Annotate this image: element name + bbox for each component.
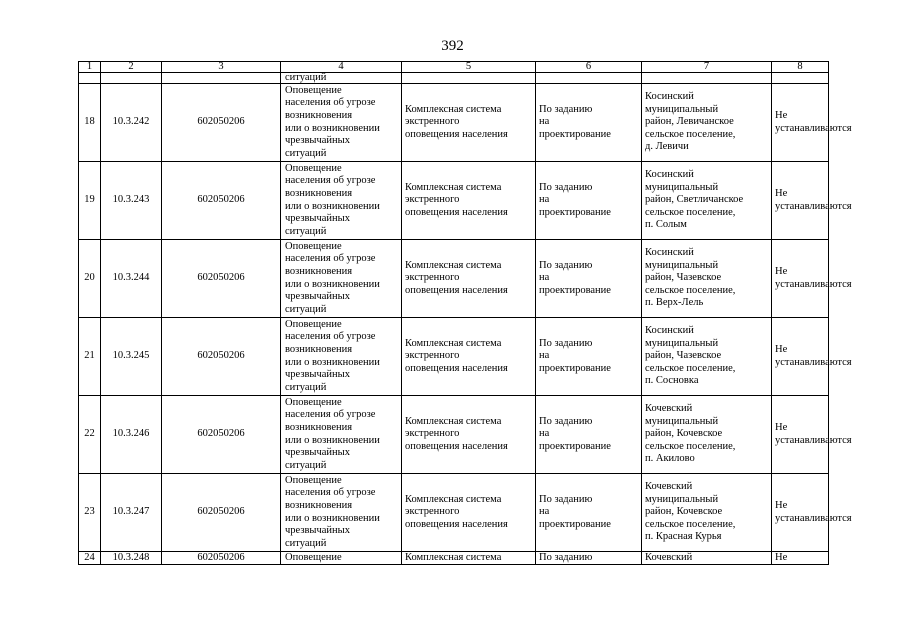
cell-line: Не bbox=[775, 499, 788, 511]
object-name-cell bbox=[402, 552, 536, 565]
object-code-cell: 10.3.243 bbox=[101, 162, 162, 240]
cell-line: проектирование bbox=[539, 518, 611, 530]
cell-line: муниципальный bbox=[645, 493, 719, 505]
cell-line: муниципальный bbox=[645, 181, 719, 193]
cell-line: на bbox=[539, 506, 550, 518]
cell-line: или о возникновении bbox=[285, 200, 380, 212]
cell-line: экстренного bbox=[405, 272, 460, 284]
cell-line: населения об угрозе bbox=[285, 253, 376, 265]
zones-cell bbox=[772, 240, 852, 318]
okato-code-cell: 602050206 bbox=[162, 84, 281, 162]
table-cell bbox=[402, 73, 536, 84]
header-cell: 6 bbox=[536, 62, 642, 73]
cell-line: проектирование bbox=[539, 284, 611, 296]
object-code-cell: 10.3.242 bbox=[101, 84, 162, 162]
row-number-cell: 23 bbox=[79, 474, 101, 552]
cell-line: ситуаций bbox=[285, 225, 327, 237]
table-row bbox=[79, 84, 829, 162]
cell-line: Оповещение bbox=[285, 474, 342, 486]
row-number-cell: 18 bbox=[79, 84, 101, 162]
cell-line: муниципальный bbox=[645, 259, 719, 271]
table-row bbox=[79, 240, 829, 318]
row-number-cell: 24 bbox=[79, 552, 101, 565]
cell-line: проектирование bbox=[539, 206, 611, 218]
zones-cell bbox=[772, 84, 852, 162]
cell-line: или о возникновении bbox=[285, 434, 380, 446]
object-name-cell bbox=[402, 240, 536, 318]
cell-line: п. Акилово bbox=[645, 453, 695, 465]
cell-line: чрезвычайных bbox=[285, 525, 350, 537]
header-cell: 1 bbox=[79, 62, 101, 73]
cell-line: или о возникновении bbox=[285, 356, 380, 368]
cell-line: возникновения bbox=[285, 343, 353, 355]
purpose-cell bbox=[281, 396, 402, 474]
okato-code-cell: 602050206 bbox=[162, 396, 281, 474]
cell-line: возникновения bbox=[285, 187, 353, 199]
table-cell: ситуаций bbox=[281, 73, 402, 84]
cell-line: экстренного bbox=[405, 506, 460, 518]
table-row bbox=[79, 474, 829, 552]
table-cell bbox=[101, 73, 162, 84]
cell-line: сельское поселение, bbox=[645, 440, 736, 452]
status-cell bbox=[536, 84, 642, 162]
cell-line: район, Левичанское bbox=[645, 116, 734, 128]
cell-line: Оповещение bbox=[285, 318, 342, 330]
cell-line: чрезвычайных bbox=[285, 447, 350, 459]
continuation-row bbox=[79, 73, 829, 84]
object-code-cell: 10.3.245 bbox=[101, 318, 162, 396]
cell-line: чрезвычайных bbox=[285, 135, 350, 147]
table-row bbox=[79, 162, 829, 240]
cell-line: на bbox=[539, 428, 550, 440]
cell-line: ситуаций bbox=[285, 303, 327, 315]
row-number-cell: 21 bbox=[79, 318, 101, 396]
cell-line: По заданию bbox=[539, 493, 593, 505]
cell-line: оповещения населения bbox=[405, 518, 508, 530]
cell-line: Комплексная система bbox=[405, 552, 502, 563]
row-number-cell: 20 bbox=[79, 240, 101, 318]
status-cell bbox=[536, 396, 642, 474]
table-row bbox=[79, 396, 829, 474]
object-name-cell bbox=[402, 474, 536, 552]
table-row bbox=[79, 318, 829, 396]
object-name-cell bbox=[402, 84, 536, 162]
location-cell bbox=[642, 474, 772, 552]
header-cell: 4 bbox=[281, 62, 402, 73]
cell-line: Комплексная система bbox=[405, 103, 502, 115]
zones-cell bbox=[772, 552, 829, 565]
cell-line: населения об угрозе bbox=[285, 487, 376, 499]
cell-line: на bbox=[539, 350, 550, 362]
cell-line: муниципальный bbox=[645, 415, 719, 427]
cell-line: Кочевский bbox=[645, 403, 693, 415]
purpose-cell bbox=[281, 318, 402, 396]
cell-line: Комплексная система bbox=[405, 181, 502, 193]
okato-code-cell: 602050206 bbox=[162, 240, 281, 318]
cell-line: п. Красная Курья bbox=[645, 531, 722, 543]
cell-line: д. Левичи bbox=[645, 141, 689, 153]
header-cell: 2 bbox=[101, 62, 162, 73]
cell-line: район, Кочевское bbox=[645, 428, 723, 440]
cell-line: или о возникновении bbox=[285, 512, 380, 524]
cell-line: экстренного bbox=[405, 350, 460, 362]
purpose-cell bbox=[281, 240, 402, 318]
header-cell: 3 bbox=[162, 62, 281, 73]
cell-line: Комплексная система bbox=[405, 493, 502, 505]
page-number: 392 bbox=[441, 38, 464, 54]
cell-line: Оповещение bbox=[285, 240, 342, 252]
purpose-cell bbox=[281, 474, 402, 552]
cell-line: Комплексная система bbox=[405, 415, 502, 427]
cell-line: возникновения bbox=[285, 109, 353, 121]
table-cell bbox=[642, 73, 772, 84]
table-cell bbox=[79, 73, 101, 84]
cell-line: оповещения населения bbox=[405, 362, 508, 374]
zones-cell bbox=[772, 396, 852, 474]
cell-line: Косинский bbox=[645, 325, 694, 337]
cell-line: населения об угрозе bbox=[285, 409, 376, 421]
cell-line: Оповещение bbox=[285, 396, 342, 408]
cell-line: проектирование bbox=[539, 362, 611, 374]
cell-line: Кочевский bbox=[645, 552, 693, 563]
cell-line: устанавливаются bbox=[775, 434, 852, 446]
status-cell bbox=[536, 318, 642, 396]
cell-line: сельское поселение, bbox=[645, 518, 736, 530]
location-cell bbox=[642, 162, 772, 240]
cell-line: возникновения bbox=[285, 265, 353, 277]
purpose-cell bbox=[281, 552, 402, 565]
cell-line: населения об угрозе bbox=[285, 175, 376, 187]
cell-line: сельское поселение, bbox=[645, 362, 736, 374]
status-cell bbox=[536, 552, 642, 565]
header-cell: 7 bbox=[642, 62, 772, 73]
okato-code-cell: 602050206 bbox=[162, 474, 281, 552]
cell-line: район, Чазевское bbox=[645, 272, 722, 284]
zones-cell bbox=[772, 162, 852, 240]
cell-line: Не bbox=[775, 187, 788, 199]
cell-line: устанавливаются bbox=[775, 122, 852, 134]
cell-line: муниципальный bbox=[645, 103, 719, 115]
cell-line: Косинский bbox=[645, 169, 694, 181]
status-cell bbox=[536, 474, 642, 552]
cell-line: проектирование bbox=[539, 440, 611, 452]
cell-line: ситуаций bbox=[285, 537, 327, 549]
cell-line: чрезвычайных bbox=[285, 369, 350, 381]
cell-line: устанавливаются bbox=[775, 200, 852, 212]
cell-line: оповещения населения bbox=[405, 284, 508, 296]
cell-line: п. Верх-Лель bbox=[645, 297, 704, 309]
cell-line: возникновения bbox=[285, 499, 353, 511]
cell-line: ситуаций bbox=[285, 147, 327, 159]
purpose-cell bbox=[281, 162, 402, 240]
header-cell: 5 bbox=[402, 62, 536, 73]
cell-line: на bbox=[539, 272, 550, 284]
registry-table bbox=[78, 61, 852, 565]
cell-line: или о возникновении bbox=[285, 122, 380, 134]
location-cell bbox=[642, 396, 772, 474]
cell-line: сельское поселение, bbox=[645, 206, 736, 218]
cell-line: Оповещение bbox=[285, 552, 342, 563]
object-name-cell bbox=[402, 396, 536, 474]
cell-line: экстренного bbox=[405, 116, 460, 128]
cell-line: оповещения населения bbox=[405, 128, 508, 140]
cell-line: Оповещение bbox=[285, 162, 342, 174]
cell-line: Не bbox=[775, 109, 788, 121]
cell-line: на bbox=[539, 194, 550, 206]
cell-line: проектирование bbox=[539, 128, 611, 140]
table-cell bbox=[772, 73, 829, 84]
okato-code-cell: 602050206 bbox=[162, 318, 281, 396]
zones-cell bbox=[772, 474, 852, 552]
cell-line: или о возникновении bbox=[285, 278, 380, 290]
column-number-header-row bbox=[79, 62, 829, 73]
cell-line: Комплексная система bbox=[405, 337, 502, 349]
cell-line: По заданию bbox=[539, 415, 593, 427]
object-name-cell bbox=[402, 318, 536, 396]
cell-line: Кочевский bbox=[645, 481, 693, 493]
cell-line: По заданию bbox=[539, 103, 593, 115]
cell-line: экстренного bbox=[405, 428, 460, 440]
cell-line: экстренного bbox=[405, 194, 460, 206]
cell-line: По заданию bbox=[539, 337, 593, 349]
cell-line: оповещения населения bbox=[405, 440, 508, 452]
okato-code-cell: 602050206 bbox=[162, 552, 281, 565]
table-cell bbox=[162, 73, 281, 84]
cell-line: По заданию bbox=[539, 181, 593, 193]
cell-line: Косинский bbox=[645, 247, 694, 259]
object-name-cell bbox=[402, 162, 536, 240]
row-number-cell: 22 bbox=[79, 396, 101, 474]
object-code-cell: 10.3.248 bbox=[101, 552, 162, 565]
cell-line: п. Солым bbox=[645, 219, 687, 231]
cell-line: устанавливаются bbox=[775, 278, 852, 290]
object-code-cell: 10.3.244 bbox=[101, 240, 162, 318]
cell-line: Оповещение bbox=[285, 84, 342, 96]
cell-line: район, Чазевское bbox=[645, 350, 722, 362]
cell-line: п. Сосновка bbox=[645, 375, 699, 387]
location-cell bbox=[642, 84, 772, 162]
cell-line: ситуаций bbox=[285, 459, 327, 471]
zones-cell bbox=[772, 318, 852, 396]
cell-line: Не bbox=[775, 265, 788, 277]
cell-line: Не bbox=[775, 343, 788, 355]
cell-line: Не bbox=[775, 552, 788, 563]
cell-line: устанавливаются bbox=[775, 512, 852, 524]
location-cell bbox=[642, 318, 772, 396]
cell-line: чрезвычайных bbox=[285, 213, 350, 225]
cell-line: оповещения населения bbox=[405, 206, 508, 218]
object-code-cell: 10.3.247 bbox=[101, 474, 162, 552]
cell-line: Не bbox=[775, 421, 788, 433]
location-cell bbox=[642, 552, 772, 565]
cell-line: устанавливаются bbox=[775, 356, 852, 368]
cell-line: муниципальный bbox=[645, 337, 719, 349]
cell-line: на bbox=[539, 116, 550, 128]
cell-line: сельское поселение, bbox=[645, 128, 736, 140]
cell-line: чрезвычайных bbox=[285, 291, 350, 303]
header-cell: 8 bbox=[772, 62, 829, 73]
cell-line: населения об угрозе bbox=[285, 331, 376, 343]
status-cell bbox=[536, 162, 642, 240]
location-cell bbox=[642, 240, 772, 318]
okato-code-cell: 602050206 bbox=[162, 162, 281, 240]
cell-line: Комплексная система bbox=[405, 259, 502, 271]
table-cell bbox=[536, 73, 642, 84]
purpose-cell bbox=[281, 84, 402, 162]
cell-line: возникновения bbox=[285, 421, 353, 433]
status-cell bbox=[536, 240, 642, 318]
cell-line: сельское поселение, bbox=[645, 284, 736, 296]
cell-line: район, Светличанское bbox=[645, 194, 744, 206]
cell-line: По заданию bbox=[539, 259, 593, 271]
table-row bbox=[79, 552, 829, 565]
cell-line: Косинский bbox=[645, 91, 694, 103]
row-number-cell: 19 bbox=[79, 162, 101, 240]
cell-line: населения об угрозе bbox=[285, 97, 376, 109]
cell-line: По заданию bbox=[539, 552, 593, 563]
cell-line: ситуаций bbox=[285, 381, 327, 393]
object-code-cell: 10.3.246 bbox=[101, 396, 162, 474]
cell-line: район, Кочевское bbox=[645, 506, 723, 518]
